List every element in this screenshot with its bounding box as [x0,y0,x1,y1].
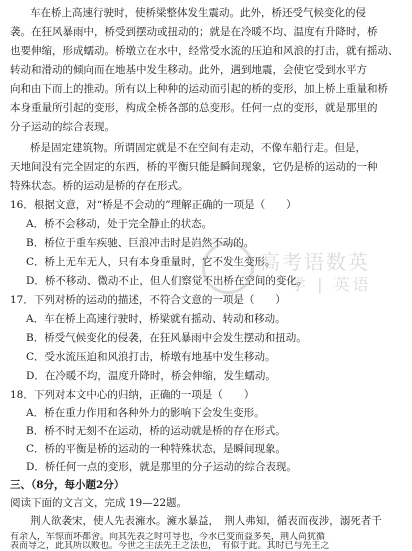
section-3-intro: 阅读下面的文言文，完成 19—22题。 [10,497,188,509]
question-17-stem: 17．下列对桥的运动的描述，不符合文意的一项是（ ） [10,294,286,306]
q17-option-b: B．桥受气候变化的侵袭，在狂风暴雨中会发生摆动和扭动。 [26,332,307,344]
passage-line: 分子运动的综合表现。 [10,121,115,133]
q16-option-d: D．桥不移动、微动不止，但人们察觉不出桥在空间的变化。 [26,275,308,287]
q17-option-c: C．受水流压迫和风浪打击，桥墩有地基中发生移动。 [26,351,276,363]
passage-line: 向和由下而上的推动。所有以上种种的运动而引起的桥的变形，加上桥上重量和桥 [10,83,388,95]
classical-text-line: 荆人欲袭宋，使人先表澭水。澭水暴益， 荆人弗知，循表而夜涉，溺死者千 [30,515,382,527]
passage-line: 袭。在狂风暴雨中，桥受到摆动或扭动的；就是在冷暖不均、温度有升降时，桥 [10,26,378,38]
passage-line: 天地间没有完全固定的东西，桥的平衡只能是瞬间现象，它仍是桥的运动的一种 [10,161,378,173]
classical-text-line: 表而导之，此其所以败也。今世之主法先王之法也， 有似于此。其时已与先王之 [10,541,330,551]
q18-option-b: B．桥不时无刻不在运动，桥的运动就是桥的存在形式。 [26,425,286,437]
q18-option-a: A．桥在重力作用和各种外力的影响下会发生变形。 [26,407,265,419]
question-16-stem: 16．根据文意，对“桥是不会动的”理解正确的一项是（ ） [10,199,297,211]
q18-option-d: D．桥任何一点的变形，就是那里的分子运动的综合表现。 [26,461,297,473]
passage-line: 转动和滑动的倾向而在地基中发生移动。此外，遇到地震，会使它受到水平方 [10,64,367,76]
section-3-heading: 三、（8分，每小题2分） [10,479,125,491]
passage-line: 特殊状态。桥的运动是桥的存在形式。 [10,180,189,192]
watermark-title: 高考语数英 [260,250,370,274]
q18-option-c: C．桥的平衡是桥的运动的一种特殊状态，是瞬间现象。 [26,443,287,455]
q17-option-a: A．车在桥上高速行驶时，桥梁就有摇动、转动和移动。 [26,313,286,325]
classical-text-line: 有余人，军惊而坏都舍。向其先表之时可导也，今水已变而益多矣，荆人尚犹循 [10,532,326,542]
q16-option-c: C．桥上无车无人，只有本身重量时，它不发生变形。 [26,256,276,268]
q16-option-a: A．桥不会移动，处于完全静止的状态。 [26,218,213,230]
q16-option-b: B．桥位于重车疾驰、巨浪冲击时是岿然不动的。 [26,237,255,249]
watermark-subtitle: 学 | 英语 [290,275,372,294]
question-18-stem: 18．下列对本文中心的归纳，正确的一项是（ ） [10,389,255,401]
passage-line: 也要伸缩，形成蠕动。桥墩立在水中，经常受水流的压迫和风浪的打击，就有摇动、 [10,45,399,57]
passage-line: 本身重量所引起的变形，构成全桥各部的总变形。任何一点的变形，就是那里的 [10,102,378,114]
passage-line: 车在桥上高速行驶时，使桥梁整体发生震动。此外，桥还受气候变化的侵 [30,7,366,19]
passage-line: 桥是固定建筑物。所谓固定就是不在空间有走动，不像车船行走。但是， [30,142,366,154]
q17-option-d: D．在冷暖不均，温度升降时，桥会伸缩，发生蠕动。 [26,370,276,382]
